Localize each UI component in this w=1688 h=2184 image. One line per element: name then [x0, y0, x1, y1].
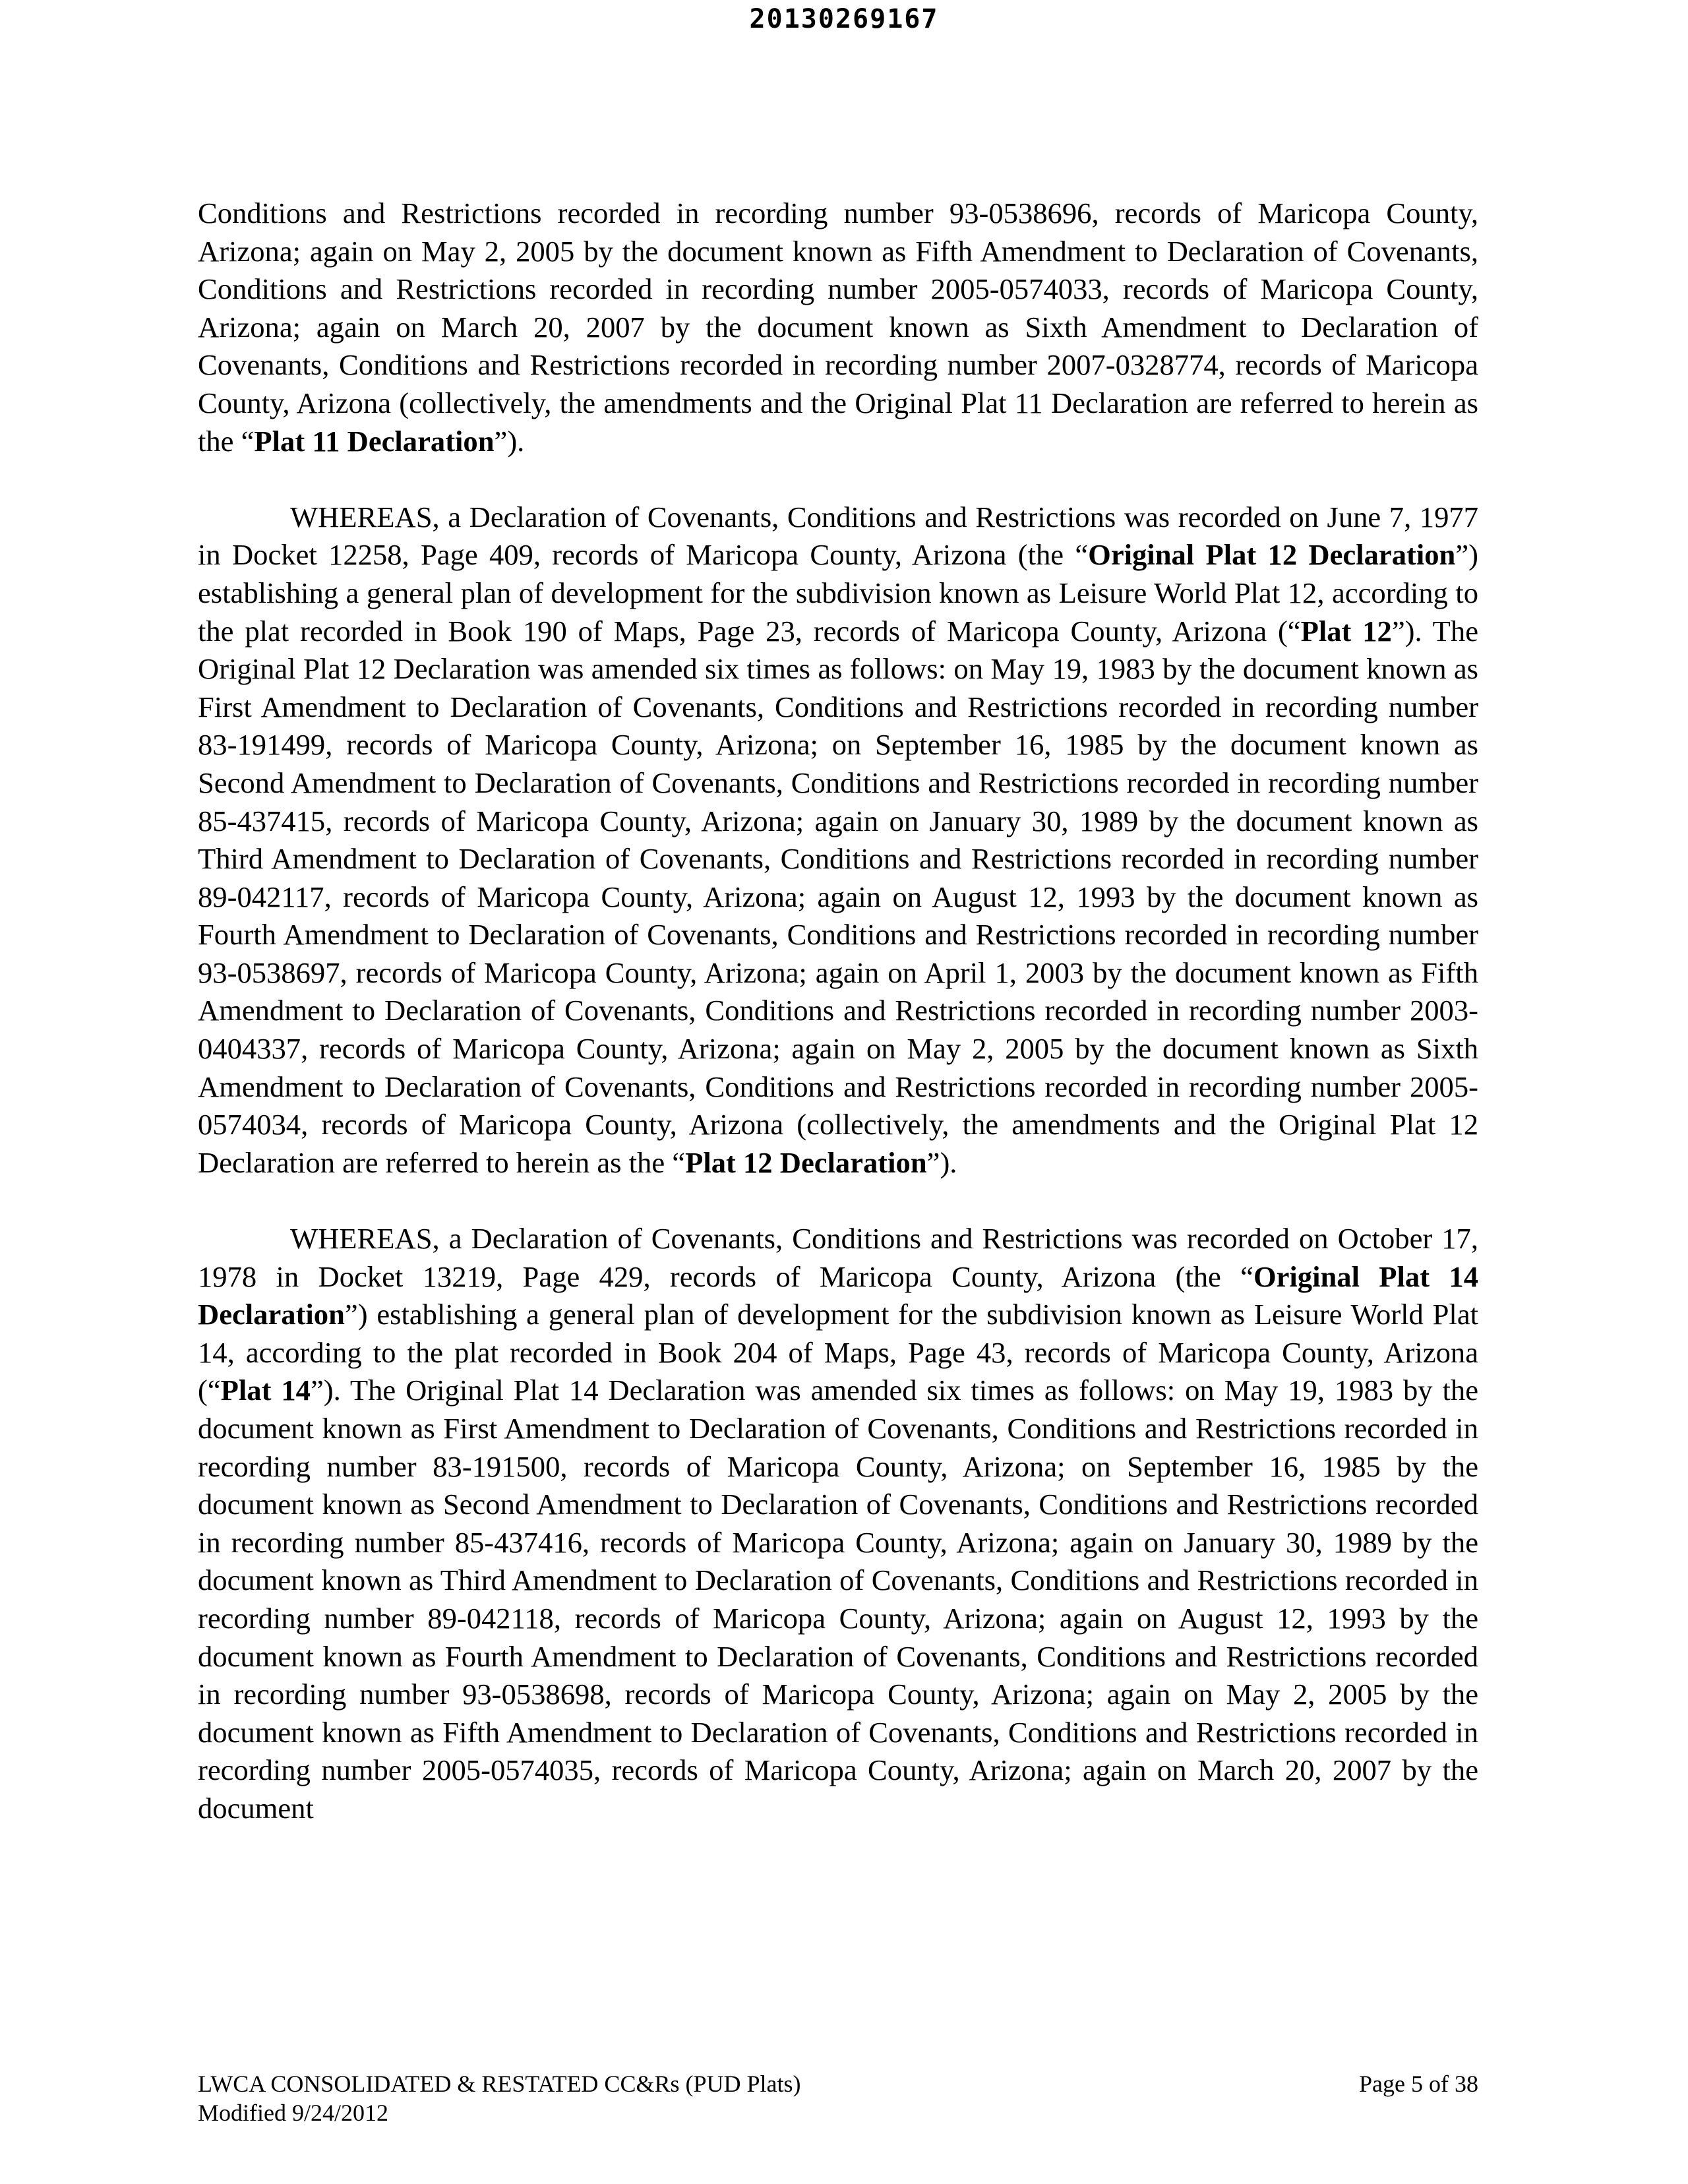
- paragraph-text: WHEREAS, a Declaration of Covenants, Conditions and Restrictions was recorded on October 17, 1978 in Docket 13219, Page 429, records of Maricopa County, Arizona (the “: [198, 1222, 1478, 1293]
- defined-term: Plat 14: [220, 1374, 311, 1407]
- paragraph-text: WHEREAS, a Declaration of Covenants, Conditions and Restrictions was recorded on June 7, 1977 in Docket 12258, Page 409, records of Maricopa County, Arizona (the “: [198, 500, 1478, 572]
- paragraph-text: ”) establishing a general plan of development for the subdivision known as Leisure World Plat 12, according to the plat recorded in Book 190 of Maps, Page 23, records of Maricopa County, Arizona (“: [198, 538, 1478, 648]
- defined-term: Plat 12 Declaration: [685, 1145, 927, 1179]
- defined-term: Original Plat 12 Declaration: [1088, 538, 1456, 572]
- paragraph-text: Conditions and Restrictions recorded in recording number 93-0538696, records of Maricopa County, Arizona; again on May 2, 2005 by the document known as Fifth Amendment to Declaration of Covenants, Conditions and Restrictions recorded in recording number 2005-0574033, records of Maricopa County, Arizona; again on March 20, 2007 by the document known as Sixth Amendment to Declaration of Covenants, Conditions and Restrictions recorded in recording number 2007-0328774, records of Maricopa County, Arizona (collectively, the amendments and the Original Plat 11 Declaration are referred to herein as the “: [198, 197, 1478, 458]
- footer-document-title: LWCA CONSOLIDATED & RESTATED CC&Rs (PUD Plats): [198, 2071, 801, 2097]
- document-body: [198, 195, 1478, 1866]
- paragraph-continuation: [198, 195, 1478, 460]
- defined-term: Original Plat 14 Declaration: [198, 1259, 1478, 1331]
- footer-page-number: Page 5 of 38: [1359, 2071, 1478, 2097]
- recording-document-number: 20130269167: [749, 4, 939, 34]
- paragraph-whereas-plat-14: [198, 1220, 1478, 1828]
- paragraph-text: ”). The Original Plat 12 Declaration was amended six times as follows: on May 19, 1983 by the document known as First Amendment to Declaration of Covenants, Conditions and Restrictions recorded in recording number 83-191499, records of Maricopa County, Arizona; on September 16, 1985 by the document known as Second Amendment to Declaration of Covenants, Conditions and Restrictions recorded in recording number 85-437415, records of Maricopa County, Arizona; again on January 30, 1989 by the document known as Third Amendment to Declaration of Covenants, Conditions and Restrictions recorded in recording number 89-042117, records of Maricopa County, Arizona; again on August 12, 1993 by the document known as Fourth Amendment to Declaration of Covenants, Conditions and Restrictions recorded in recording number 93-0538697, records of Maricopa County, Arizona; again on April 1, 2003 by the document known as Fifth Amendment to Declaration of Covenants, Conditions and Restrictions recorded in recording number 2003-0404337, records of Maricopa County, Arizona; again on May 2, 2005 by the document known as Sixth Amendment to Declaration of Covenants, Conditions and Restrictions recorded in recording number 2005-0574034, records of Maricopa County, Arizona (collectively, the amendments and the Original Plat 12 Declaration are referred to herein as the “: [198, 614, 1478, 1179]
- defined-term: Plat 12: [1300, 614, 1392, 648]
- paragraph-text: ”) establishing a general plan of development for the subdivision known as Leisure World Plat 14, according to the plat recorded in Book 204 of Maps, Page 43, records of Maricopa County, Arizona (“: [198, 1298, 1478, 1407]
- paragraph-text: ”).: [926, 1145, 957, 1179]
- paragraph-text: ”).: [494, 424, 525, 458]
- footer-modified-date: Modified 9/24/2012: [198, 2100, 388, 2126]
- paragraph-whereas-plat-12: [198, 499, 1478, 1182]
- paragraph-text: ”). The Original Plat 14 Declaration was amended six times as follows: on May 19, 1983 by the document known as First Amendment to Declaration of Covenants, Conditions and Restrictions recorded in recording number 83-191500, records of Maricopa County, Arizona; on September 16, 1985 by the document known as Second Amendment to Declaration of Covenants, Conditions and Restrictions recorded in recording number 85-437416, records of Maricopa County, Arizona; again on January 30, 1989 by the document known as Third Amendment to Declaration of Covenants, Conditions and Restrictions recorded in recording number 89-042118, records of Maricopa County, Arizona; again on August 12, 1993 by the document known as Fourth Amendment to Declaration of Covenants, Conditions and Restrictions recorded in recording number 93-0538698, records of Maricopa County, Arizona; again on May 2, 2005 by the document known as Fifth Amendment to Declaration of Covenants, Conditions and Restrictions recorded in recording number 2005-0574035, records of Maricopa County, Arizona; again on March 20, 2007 by the document: [198, 1374, 1478, 1825]
- defined-term: Plat 11 Declaration: [254, 424, 495, 458]
